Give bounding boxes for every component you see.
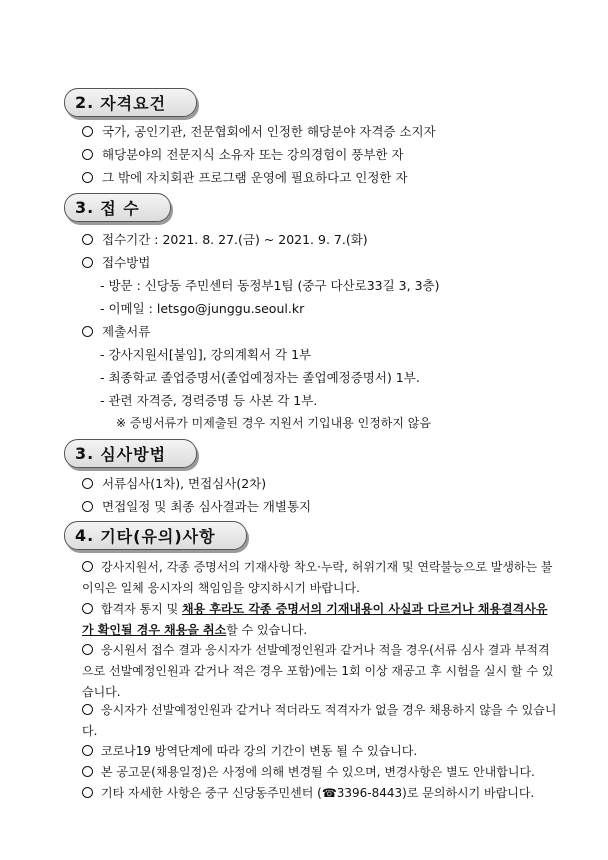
circle-bullet-icon [82, 561, 93, 572]
circle-bullet-icon [82, 149, 93, 160]
section-pill [64, 193, 171, 222]
notice-paragraph: 본 공고문(채용일정)은 사정에 의해 변경될 수 있으며, 변경사항은 별도 안내합니다. [82, 762, 558, 783]
section-number: 3. [75, 444, 95, 463]
notice-paragraph: 기타 자세한 사항은 중구 신당동주민센터 (☎3396-8443)로 문의하시기 바랍니다. [82, 783, 558, 804]
section-title: 자격요건 [100, 94, 167, 113]
section-header-reception [64, 194, 171, 221]
circle-bullet-icon [82, 234, 93, 245]
section-number: 2. [75, 93, 95, 112]
circle-bullet-icon [82, 501, 93, 512]
notice-paragraph: 응시원서 접수 결과 응시자가 선발예정인원과 같거나 적을 경우(서류 심사 결과 부적격으로 선발예정인원과 같거나 적은 경우 포함)에는 1회 이상 재공고 후 시험을 실시 할 수 있습니다. [82, 643, 554, 699]
section-header-qualifications [64, 89, 197, 116]
documents-note: ※ 증빙서류가 미제출된 경우 지원서 기입내용 인정하지 않음 [116, 416, 431, 430]
method-visit: - 방문 : 신당동 주민센터 동정부1팀 (중구 다산로33길 3, 3층) [100, 278, 440, 293]
documents-label: 제출서류 [82, 321, 558, 343]
notice-paragraph: 코로나19 방역단계에 따라 강의 기간이 변동 될 수 있습니다. [82, 741, 558, 762]
section-pill [64, 88, 197, 117]
document-item: - 강사지원서[붙임], 강의계획서 각 1부 [100, 347, 312, 362]
list-item: 면접일정 및 최종 심사결과는 개별통지 [82, 496, 558, 518]
document-item: - 최종학교 졸업증명서(졸업예정자는 졸업예정증명서) 1부. [100, 370, 420, 385]
section-header-screening [64, 440, 197, 467]
circle-bullet-icon [82, 644, 93, 655]
section-header-notes [64, 522, 247, 549]
list-item: 그 밖에 자치회관 프로그램 운영에 필요하다고 인정한 자 [82, 167, 558, 189]
section-pill [64, 521, 247, 550]
circle-bullet-icon [82, 126, 93, 137]
notice-paragraph: 강사지원서, 각종 증명서의 기재사항 착오·누락, 허위기재 및 연락불능으로 발생하는 불이익은 일체 응시자의 책임임을 양지하시기 바랍니다. [82, 560, 553, 595]
circle-bullet-icon [82, 704, 93, 715]
circle-bullet-icon [82, 766, 93, 777]
circle-bullet-icon [82, 603, 93, 614]
circle-bullet-icon [82, 172, 93, 183]
circle-bullet-icon [82, 745, 93, 756]
circle-bullet-icon [82, 326, 93, 337]
section-number: 3. [75, 198, 95, 217]
notice-paragraph: 응시자가 선발예정인원과 같거나 적더라도 적격자가 없을 경우 채용하지 않을 수 있습니다. [82, 703, 557, 738]
notice-paragraph: 합격자 통지 및 채용 후라도 각종 증명서의 기재내용이 사실과 다르거나 채용결격사유가 확인될 경우 채용을 취소할 수 있습니다. [82, 602, 548, 637]
list-item: 서류심사(1차), 면접심사(2차) [82, 473, 558, 495]
circle-bullet-icon [82, 257, 93, 268]
reception-period: 접수기간 : 2021. 8. 27.(금) ~ 2021. 9. 7.(화) [82, 229, 558, 251]
section-number: 4. [75, 526, 95, 545]
emphasized-text: 채용 후라도 각종 증명서의 기재내용이 사실과 다르거나 채용결격사유가 확인될 경우 채용을 취소 [82, 602, 548, 637]
reception-method-label: 접수방법 [82, 252, 558, 274]
section-title: 기타(유의)사항 [100, 527, 216, 546]
section-pill [64, 439, 197, 468]
circle-bullet-icon [82, 787, 93, 798]
list-item: 해당분야의 전문지식 소유자 또는 강의경험이 풍부한 자 [82, 144, 558, 166]
method-email: - 이메일 : letsgo@junggu.seoul.kr [100, 301, 305, 316]
circle-bullet-icon [82, 478, 93, 489]
list-item: 국가, 공인기관, 전문협회에서 인정한 해당분야 자격증 소지자 [82, 121, 558, 143]
document-item: - 관련 자격증, 경력증명 등 사본 각 1부. [100, 393, 318, 408]
section-title: 접 수 [100, 199, 140, 218]
section-title: 심사방법 [100, 445, 167, 464]
